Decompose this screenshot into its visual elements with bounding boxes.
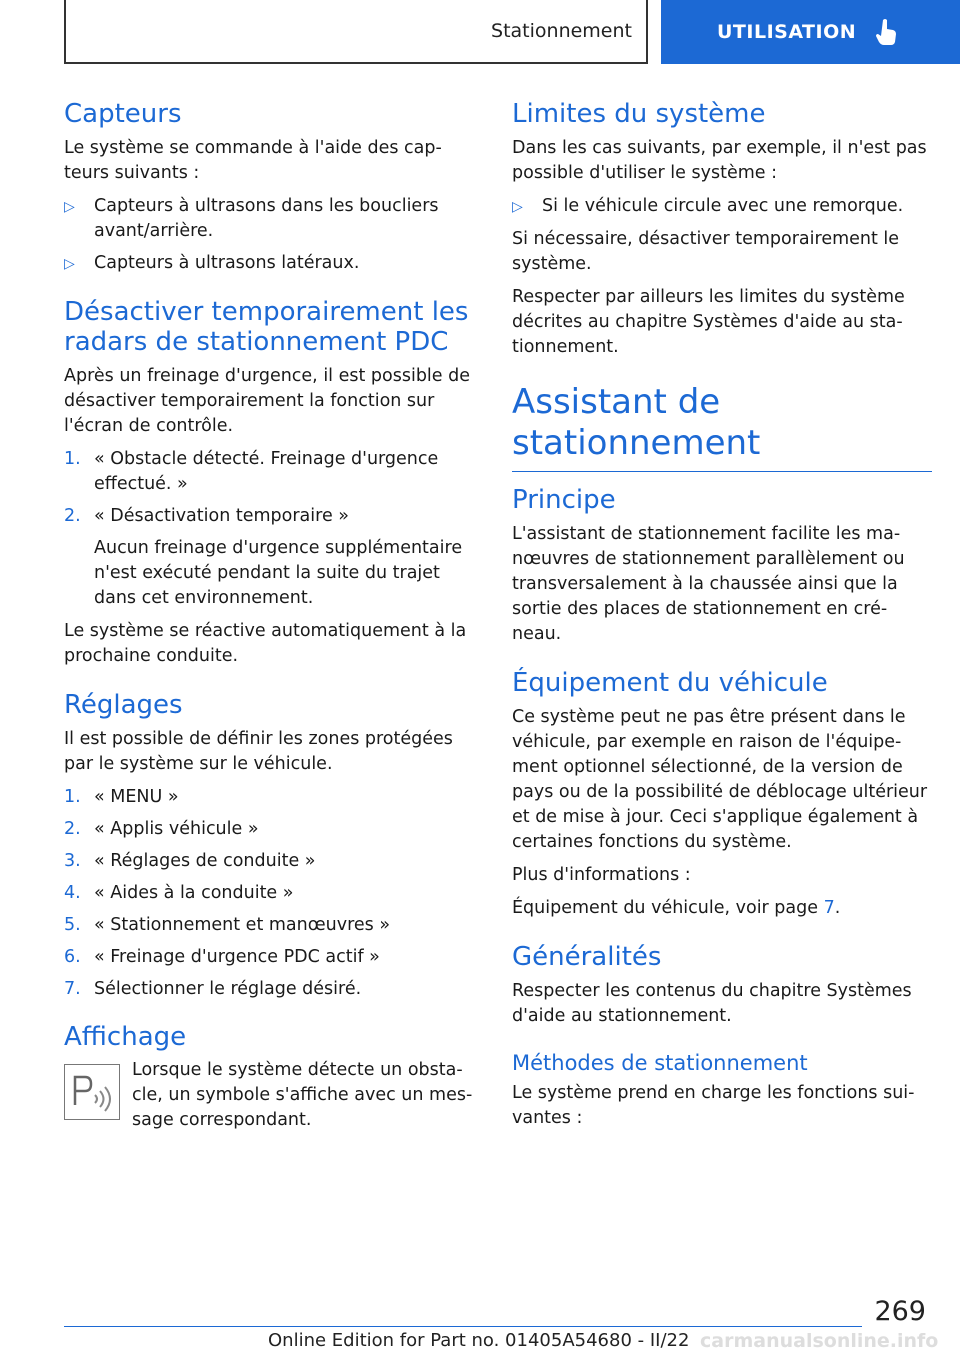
affichage-block — [64, 1058, 474, 1141]
reglages-intro: Il est possible de définir les zones protégées par le système sur le véhicule. — [64, 728, 453, 774]
header-chapter-title: UTILISATION — [717, 21, 857, 43]
header-chapter — [661, 0, 960, 64]
reglages-heading: Réglages — [64, 689, 183, 720]
step2-note: Aucun freinage d'urgence supplémentaire n'est exécuté pendant la suite du trajet dans cet environnement. — [94, 537, 463, 608]
limites-p1: Si nécessaire, désactiver temporairement le système. — [512, 228, 900, 274]
pdc-sensor-icon — [64, 1064, 120, 1120]
equipement-heading: Équipement du véhicule — [512, 668, 828, 699]
list-item: ▷ Capteurs à ultrasons dans les boucliers avant/arrière. — [64, 194, 474, 244]
list-item: 3. « Réglages de conduite » — [64, 850, 316, 871]
list-item: 5. « Stationnement et manœuvres » — [64, 914, 391, 935]
list-item: 1. « MENU » — [64, 786, 179, 807]
header-section — [64, 0, 648, 64]
right-column — [512, 100, 932, 1139]
triangle-bullet-icon: ▷ — [64, 198, 75, 215]
list-item: 6. « Freinage d'urgence PDC actif » — [64, 946, 380, 967]
list-item: 2. « Désactivation temporaire » — [64, 505, 349, 526]
left-column — [64, 100, 474, 1141]
affichage-text: Lorsque le système détecte un obsta-cle, un symbole s'affiche avec un mes-sage correspondant. — [132, 1060, 473, 1131]
footer-edition: Online Edition for Part no. 01405A54680 - II/22 — [268, 1330, 690, 1351]
hand-pointer-icon — [876, 18, 898, 46]
desactiver-outro: Le système se réactive automatiquement à la prochaine conduite. — [64, 620, 467, 666]
triangle-bullet-icon: ▷ — [512, 198, 523, 215]
principe-heading: Principe — [512, 485, 616, 516]
limites-p2: Respecter par ailleurs les limites du système décrites au chapitre Systèmes d'aide au sta-tionnement. — [512, 286, 905, 357]
watermark: carmanualsonline.info — [700, 1330, 939, 1352]
footer-divider — [64, 1326, 862, 1327]
list-item: 4. « Aides à la conduite » — [64, 882, 294, 903]
header-section-title: Stationnement — [491, 20, 632, 42]
equipement-ref: Équipement du véhicule, voir page 7. — [512, 898, 841, 919]
list-item: 2. « Applis véhicule » — [64, 818, 259, 839]
equipement-more: Plus d'informations : — [512, 865, 691, 886]
limites-intro: Dans les cas suivants, par exemple, il n'est pas possible d'utiliser le système : — [512, 137, 927, 183]
methodes-text: Le système prend en charge les fonctions sui-vantes : — [512, 1083, 915, 1129]
page-number: 269 — [874, 1296, 926, 1327]
list-item: ▷ Si le véhicule circule avec une remorque. — [512, 194, 932, 220]
principe-text: L'assistant de stationnement facilite les ma-nœuvres de stationnement parallèlement ou transversalement à la chaussée ainsi que la sortie des places de stationnement en cré-neau. — [512, 524, 905, 645]
triangle-bullet-icon: ▷ — [64, 255, 75, 272]
desactiver-heading: Désactiver temporairement les radars de stationnement PDC — [64, 296, 469, 357]
assistant-main-heading: Assistant de stationnement — [512, 382, 932, 473]
affichage-heading: Affichage — [64, 1021, 187, 1052]
desactiver-intro: Après un freinage d'urgence, il est possible de désactiver temporairement la fonction sur l'écran de contrôle. — [64, 365, 470, 436]
list-item: ▷ Capteurs à ultrasons latéraux. — [64, 251, 474, 277]
capteurs-intro: Le système se commande à l'aide des cap-teurs suivants : — [64, 137, 442, 183]
generalites-text: Respecter les contenus du chapitre Systèmes d'aide au stationnement. — [512, 981, 912, 1027]
list-item: 1. « Obstacle détecté. Freinage d'urgence effectué. » — [64, 448, 439, 494]
methodes-heading: Méthodes de stationnement — [512, 1051, 808, 1076]
page-ref-link[interactable]: 7 — [823, 898, 835, 919]
limites-heading: Limites du système — [512, 99, 766, 129]
generalites-heading: Généralités — [512, 942, 662, 973]
list-item: 7. Sélectionner le réglage désiré. — [64, 978, 362, 999]
capteurs-heading: Capteurs — [64, 99, 182, 129]
equipement-text: Ce système peut ne pas être présent dans le véhicule, par exemple en raison de l'équipe-ment optionnel sélectionné, de la version de pays ou de la possibilité de déblocage ultérieur et de mise à jour. Ceci s'applique également à certaines fonctions du système. — [512, 707, 928, 853]
